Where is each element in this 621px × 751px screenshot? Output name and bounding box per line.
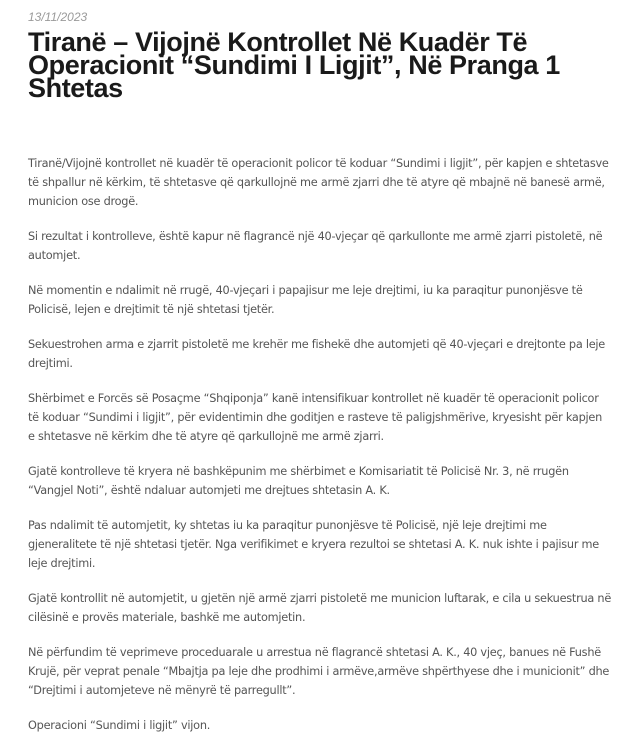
article-paragraph: Në përfundim të veprimeve proceduarale u arrestua në flagrancë shtetasi A. K., 40 vjeç, banues në Fushë Krujë, për veprat penale “Mbajtja pa leje dhe prodhimi i armëve,armëve shpërthyese dhe i municionit” dhe “Drejtimi i automjeteve në mënyrë të parregullt”. [28, 646, 610, 697]
article-paragraph: Në momentin e ndalimit në rrugë, 40-vjeçari i papajisur me leje drejtimi, iu ka paraqitur punonjësve të Policisë, lejen e drejtimit të një shtetasi tjetër. [28, 284, 583, 316]
article-paragraph: Operacioni “Sundimi i ligjit” vijon. [28, 719, 211, 732]
article-body [28, 154, 612, 751]
article-paragraph: Pas ndalimit të automjetit, ky shtetas iu ka paraqitur punonjësve të Policisë, një leje drejtimi me gjeneralitete të një shtetasi tjetër. Nga verifikimet e kryera rezultoi se shtetasi A. K. nuk ishte i pajisur me leje drejtimi. [28, 519, 600, 570]
article-paragraph: Si rezultat i kontrolleve, është kapur në flagrancë një 40-vjeçar që qarkullonte me armë zjarri pistoletë, në automjet. [28, 230, 603, 262]
article-paragraph: Gjatë kontrolleve të kryera në bashkëpunim me shërbimet e Komisariatit të Policisë Nr. 3, në rrugën “Vangjel Noti”, është ndaluar automjeti me drejtues shtetasin A. K. [28, 465, 569, 497]
article-paragraph: Shërbimet e Forcës së Posaçme “Shqiponja” kanë intensifikuar kontrollet në kuadër të operacionit policor të koduar “Sundimi i ligjit”, për evidentimin dhe goditjen e rasteve të paligjshmërive, kryesisht për kapjen e shtetasve në kërkim dhe të atyre që qarkullojnë me armë zjarri. [28, 392, 603, 443]
article-paragraph: Tiranë/Vijojnë kontrollet në kuadër të operacionit policor të koduar “Sundimi i ligjit”, për kapjen e shtetasve të shpallur në kërkim, të shtetasve që qarkullojnë me armë zjarri dhe të atyre që mbajnë në banesë armë, municion ose drogë. [28, 157, 609, 208]
article-paragraph: Gjatë kontrollit në automjetit, u gjetën një armë zjarri pistoletë me municion luftarak, e cila u sekuestrua në cilësinë e provës materiale, bashkë me automjetin. [28, 592, 612, 624]
publish-date: 13/11/2023 [28, 10, 88, 24]
article-paragraph: Sekuestrohen arma e zjarrit pistoletë me krehër me fishekë dhe automjeti që 40-vjeçari e drejtonte pa leje drejtimi. [28, 338, 606, 370]
article-title: Tiranë – Vijojnë Kontrollet Në Kuadër Të Operacionit “Sundimi I Ligjit”, Në Pranga 1 Shtetas [28, 27, 560, 103]
